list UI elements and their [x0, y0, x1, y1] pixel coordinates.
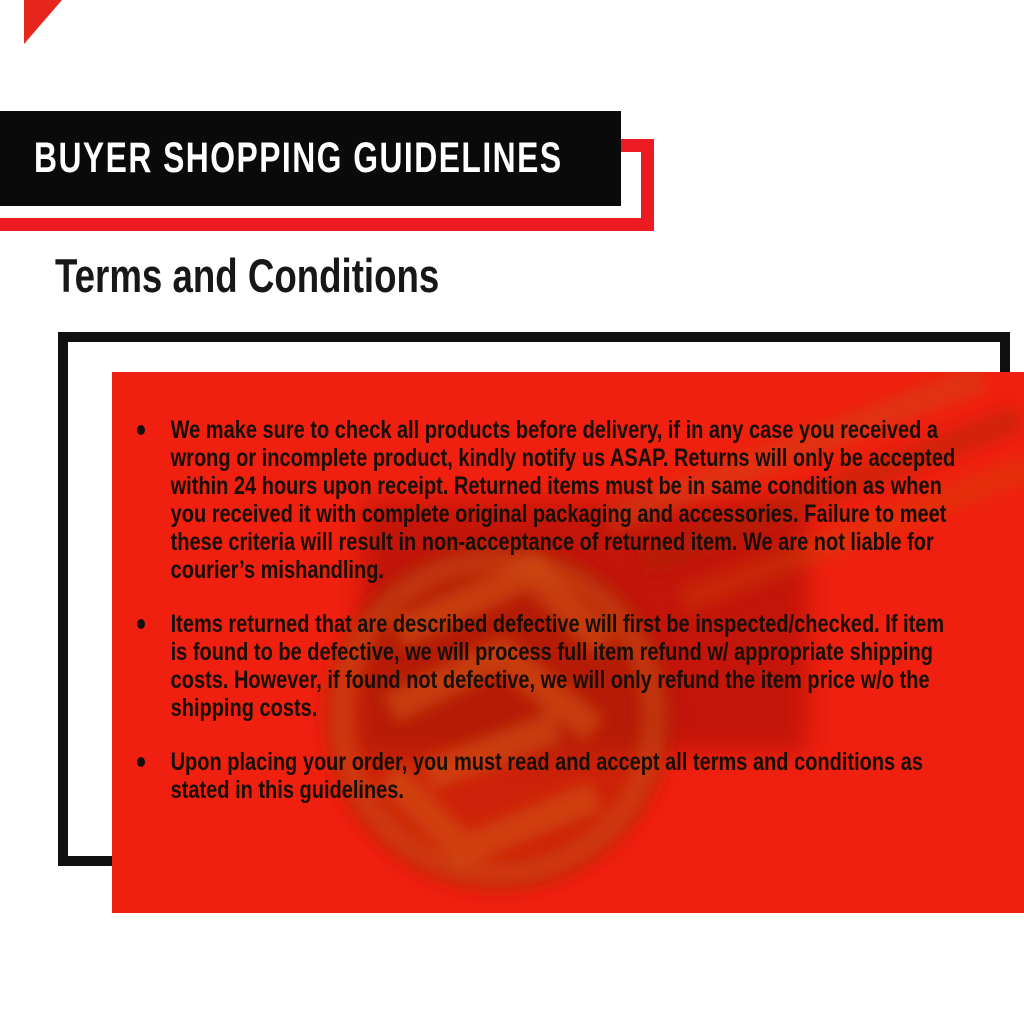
bullet-line: courier’s mishandling. [170, 556, 384, 584]
section-heading: Terms and Conditions [55, 249, 440, 302]
bullet-line: We make sure to check all products before delivery, if in any case you received a [170, 416, 938, 444]
bullet-line: stated in this guidelines. [170, 776, 404, 804]
list-item [137, 748, 1024, 804]
bullet-icon [137, 757, 145, 767]
bullet-text [171, 416, 1024, 584]
bullet-icon [137, 425, 145, 435]
bullet-line: Items returned that are described defective will first be inspected/checked. If item [170, 610, 945, 638]
bullet-line: these criteria will result in non-acceptance of returned item. We are not liable for [170, 528, 934, 556]
list-item [137, 416, 1024, 584]
bullet-text [171, 610, 1024, 722]
title-banner [0, 111, 621, 206]
bullet-line: you received it with complete original packaging and accessories. Failure to meet [170, 500, 947, 528]
bullet-text [171, 748, 1024, 804]
bullet-line: is found to be defective, we will process full item refund w/ appropriate shipping [170, 638, 933, 666]
bullet-icon [137, 619, 145, 629]
terms-bullet-list [137, 416, 1024, 830]
banner-title: BUYER SHOPPING GUIDELINES [34, 134, 563, 182]
bullet-line: within 24 hours upon receipt. Returned items must be in same condition as when [170, 472, 942, 500]
corner-mark [24, 0, 62, 44]
bullet-line: shipping costs. [170, 694, 318, 722]
bullet-line: wrong or incomplete product, kindly notify us ASAP. Returns will only be accepted [170, 444, 956, 472]
bullet-line: Upon placing your order, you must read and accept all terms and conditions as [170, 748, 923, 776]
list-item [137, 610, 1024, 722]
bullet-line: costs. However, if found not defective, we will only refund the item price w/o the [170, 666, 930, 694]
